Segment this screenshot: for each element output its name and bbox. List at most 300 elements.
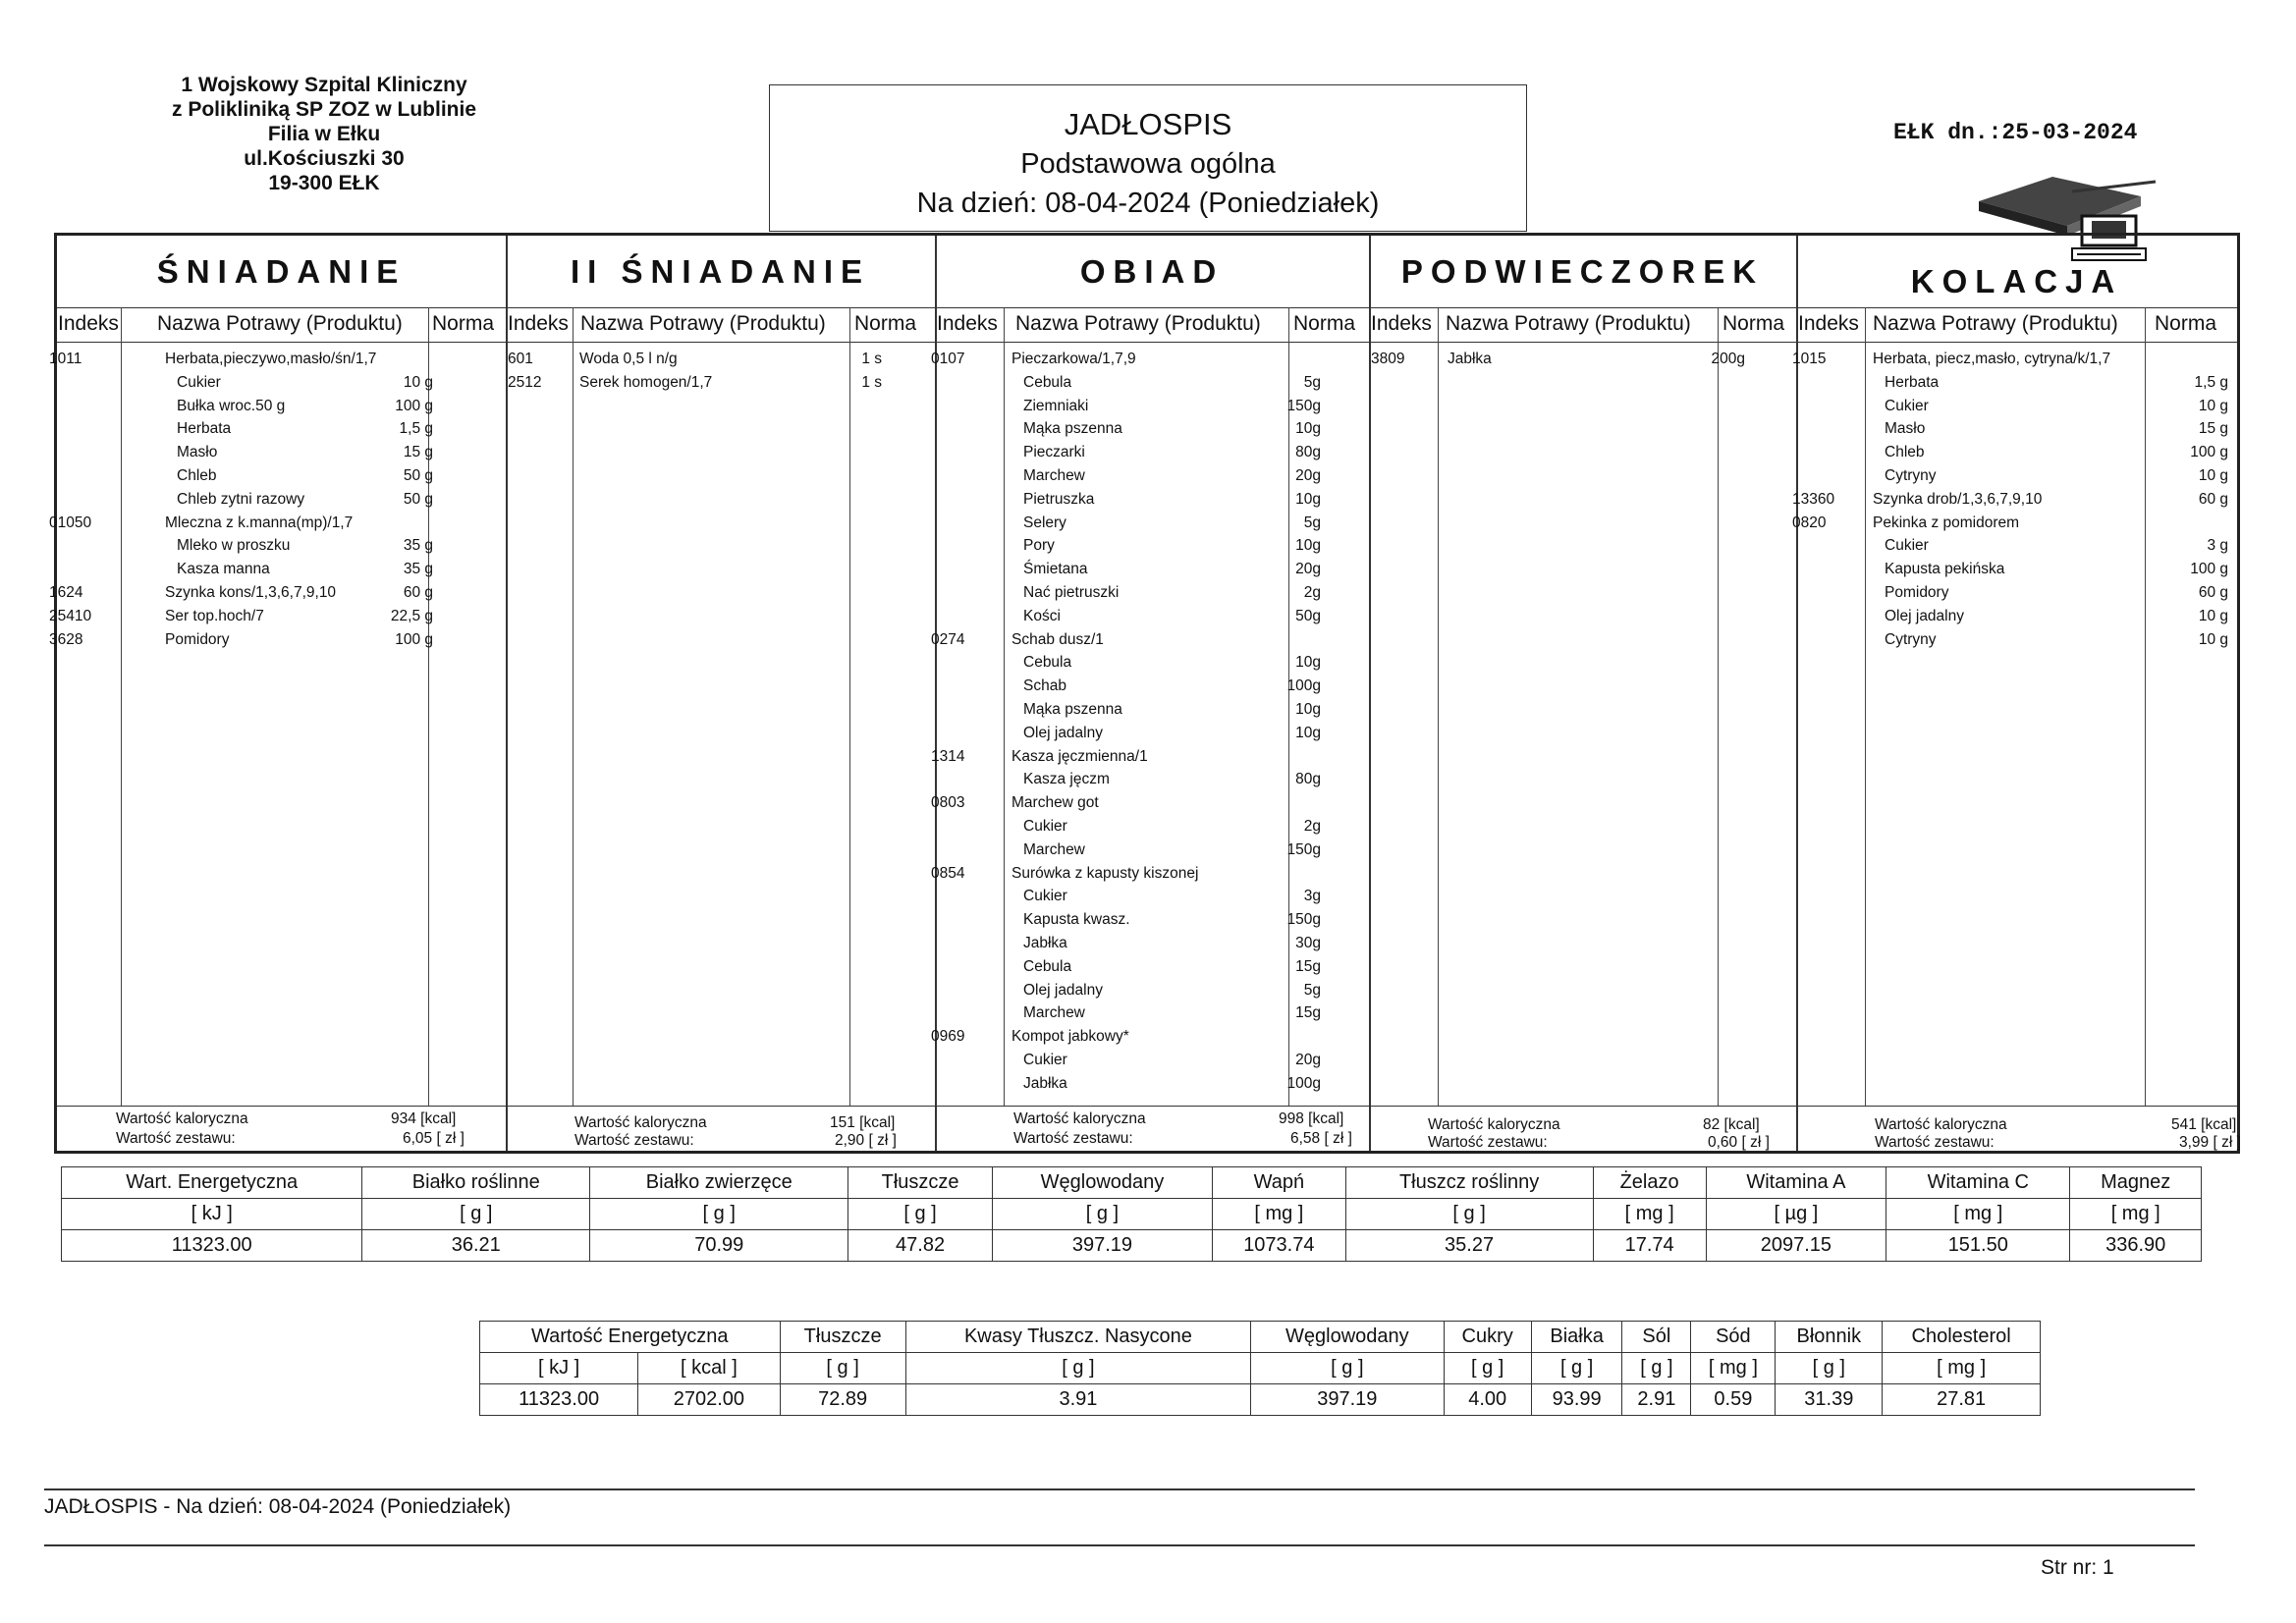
summary-value-row: [480, 1384, 2041, 1416]
item-name: Mąka pszenna: [1023, 420, 1122, 438]
nutrient-value: 47.82: [848, 1230, 992, 1262]
column-header-row: [506, 307, 935, 343]
item-name: Marchew got: [1011, 794, 1099, 812]
summary-value: 11323.00: [480, 1384, 638, 1416]
nutrient-header: Witamina C: [1886, 1167, 2070, 1199]
meal-row: [57, 418, 506, 442]
header-index: Indeks: [508, 312, 569, 335]
nutrient-value: 70.99: [590, 1230, 848, 1262]
meal-row: [1796, 418, 2237, 442]
item-name: Cukier: [1023, 888, 1067, 905]
item-index: 3628: [49, 630, 83, 648]
item-norm: 3 g: [2207, 537, 2228, 555]
item-name: Pekinka z pomidorem: [1873, 514, 2020, 531]
item-norm: 100g: [1286, 677, 1321, 695]
kcal-label: Wartość kaloryczna: [1428, 1116, 1560, 1133]
item-norm: 10g: [1295, 700, 1321, 718]
kcal-label: Wartość kaloryczna: [1875, 1116, 2007, 1133]
meal-row: [1796, 559, 2237, 582]
header-name: Nazwa Potrawy (Produktu): [157, 312, 403, 335]
item-name: Mleko w proszku: [177, 537, 291, 555]
meal-row: [935, 909, 1369, 933]
nutrient-header: Węglowodany: [992, 1167, 1212, 1199]
item-norm: 15 g: [2198, 420, 2228, 438]
item-name: Pomidory: [1885, 583, 1949, 601]
summary-unit: [ g ]: [1531, 1353, 1622, 1384]
hospital-line: z Polikliniką SP ZOZ w Lublinie: [172, 98, 476, 121]
header-name: Nazwa Potrawy (Produktu): [1015, 312, 1261, 335]
meal-row: [1796, 606, 2237, 629]
nutrient-unit: [ mg ]: [1593, 1199, 1706, 1230]
item-name: Schab dusz/1: [1011, 630, 1104, 648]
item-index: 601: [508, 351, 533, 367]
summary-header: Białka: [1531, 1322, 1622, 1353]
item-index: 13360: [1792, 490, 1835, 508]
item-norm: 1 s: [861, 373, 882, 391]
nutrient-unit: [ g ]: [1345, 1199, 1593, 1230]
menu-date: Na dzień: 08-04-2024 (Poniedziałek): [916, 188, 1380, 219]
item-norm: 5g: [1303, 514, 1321, 531]
meal-row: [935, 1073, 1369, 1097]
summary-unit: [ kJ ]: [480, 1353, 638, 1384]
meal-column-second-breakfast: [506, 236, 937, 1151]
nutrient-unit: [ µg ]: [1706, 1199, 1886, 1230]
nutrient-header: Wapń: [1213, 1167, 1345, 1199]
meal-row: [935, 535, 1369, 559]
footer-text: JADŁOSPIS - Na dzień: 08-04-2024 (Poniedziałek): [44, 1495, 512, 1518]
page-number: Str nr: 1: [2041, 1556, 2114, 1579]
meal-rows: [49, 349, 506, 652]
header-norm: Norma: [1722, 312, 1785, 335]
meal-row: [935, 1050, 1369, 1073]
meal-title: OBIAD: [1079, 253, 1225, 290]
item-name: Kasza manna: [177, 561, 270, 578]
item-norm: 30g: [1295, 934, 1321, 951]
item-index: 0969: [931, 1028, 965, 1046]
meal-row: [506, 372, 935, 396]
item-index: 1314: [931, 747, 965, 765]
item-norm: 15g: [1295, 1004, 1321, 1022]
hospital-address: [137, 73, 511, 195]
item-norm: 1,5 g: [2194, 373, 2228, 391]
meal-row: [1369, 349, 1796, 372]
item-norm: 15 g: [403, 444, 433, 461]
place-date: EŁK dn.:25-03-2024: [1893, 120, 2138, 145]
nutrient-header: Żelazo: [1593, 1167, 1706, 1199]
meal-row: [49, 629, 506, 653]
cost-value: 0,60 [ zł ]: [1708, 1134, 1770, 1151]
item-name: Nać pietruszki: [1023, 583, 1120, 601]
item-name: Cebula: [1023, 957, 1072, 975]
nutrient-unit: [ g ]: [362, 1199, 590, 1230]
item-norm: 20g: [1295, 1051, 1321, 1068]
meal-row: [49, 349, 506, 372]
item-name: Ser top.hoch/7: [165, 607, 264, 624]
meal-table: [49, 233, 2241, 1154]
kcal-label: Wartość kaloryczna: [116, 1110, 248, 1127]
nutrient-unit: [ g ]: [848, 1199, 992, 1230]
meal-rows: [506, 349, 935, 396]
item-norm: 100 g: [395, 397, 433, 414]
item-name: Jabłka: [1023, 1074, 1067, 1092]
item-norm: 35 g: [403, 537, 433, 555]
nutrient-value: 1073.74: [1213, 1230, 1345, 1262]
item-index: 3809: [1371, 351, 1405, 367]
meal-row: [49, 582, 506, 606]
nutrient-unit: [ g ]: [590, 1199, 848, 1230]
summary-value: 27.81: [1883, 1384, 2041, 1416]
item-norm: 10 g: [403, 373, 433, 391]
column-header-row: [1369, 307, 1796, 343]
footer-divider: [44, 1488, 2195, 1490]
item-norm: 60 g: [2198, 490, 2228, 508]
meal-footer: [1796, 1106, 2241, 1151]
summary-header: Cholesterol: [1883, 1322, 2041, 1353]
cost-value: 6,05 [ zł ]: [403, 1130, 465, 1147]
item-name: Marchew: [1023, 1004, 1085, 1022]
kcal-value: 934 [kcal]: [391, 1110, 457, 1127]
item-index: 0803: [931, 794, 965, 812]
item-norm: 100 g: [395, 630, 433, 648]
item-norm: 100g: [1286, 1074, 1321, 1092]
meal-rows: [1792, 349, 2237, 652]
hospital-line: 19-300 EŁK: [268, 172, 380, 194]
item-norm: 10 g: [2198, 397, 2228, 414]
nutrition-table: [61, 1166, 2202, 1262]
meal-row: [57, 372, 506, 396]
item-norm: 60 g: [403, 583, 433, 601]
cost-value: 6,58 [ zł ]: [1290, 1130, 1352, 1147]
meal-row: [935, 980, 1369, 1003]
item-name: Herbata,pieczywo,masło/śn/1,7: [165, 351, 377, 367]
cost-label: Wartość zestawu:: [116, 1130, 236, 1147]
meal-row: [1796, 442, 2237, 465]
item-name: Herbata: [177, 420, 232, 438]
nutrient-value: 397.19: [992, 1230, 1212, 1262]
item-norm: 50 g: [403, 490, 433, 508]
item-norm: 150g: [1286, 840, 1321, 858]
item-name: Szynka drob/1,3,6,7,9,10: [1873, 490, 2043, 508]
meal-row: [57, 489, 506, 513]
item-name: Woda 0,5 l n/g: [579, 351, 678, 367]
item-index: 0107: [931, 351, 965, 367]
nutrient-header: Białko zwierzęce: [590, 1167, 848, 1199]
meal-row: [1796, 582, 2237, 606]
item-norm: 100 g: [2190, 444, 2228, 461]
footer-divider: [44, 1544, 2195, 1546]
nutrient-value: 11323.00: [62, 1230, 362, 1262]
item-index: 25410: [49, 607, 92, 624]
header-index: Indeks: [1371, 312, 1432, 335]
meal-column-supper: [1792, 236, 2241, 1151]
summary-value: 93.99: [1531, 1384, 1622, 1416]
meal-row: [935, 442, 1369, 465]
item-index: 1624: [49, 583, 83, 601]
kcal-label: Wartość kaloryczna: [1013, 1110, 1146, 1127]
header-index: Indeks: [58, 312, 119, 335]
item-index: 0854: [931, 864, 965, 882]
meal-row: [49, 513, 506, 536]
item-name: Pieczarkowa/1,7,9: [1011, 351, 1136, 367]
header-norm: Norma: [432, 312, 495, 335]
item-norm: 150g: [1286, 911, 1321, 929]
meal-row: [1796, 629, 2237, 653]
nutrition-value-row: [62, 1230, 2202, 1262]
cost-label: Wartość zestawu:: [1428, 1134, 1548, 1151]
meal-row: [49, 606, 506, 629]
meal-row: [935, 1002, 1369, 1026]
meal-footer: [935, 1106, 1369, 1151]
item-name: Mąka pszenna: [1023, 700, 1122, 718]
item-index: 2512: [508, 373, 542, 391]
meal-footer: [1369, 1106, 1796, 1151]
meal-column-breakfast: [49, 236, 508, 1151]
meal-row: [1796, 535, 2237, 559]
nutrient-header: Witamina A: [1706, 1167, 1886, 1199]
item-norm: 10g: [1295, 420, 1321, 438]
kcal-label: Wartość kaloryczna: [574, 1114, 707, 1131]
item-name: Jabłka: [1023, 934, 1067, 951]
item-name: Pomidory: [165, 630, 230, 648]
item-index: 0820: [1792, 514, 1827, 531]
item-name: Cytryny: [1885, 630, 1937, 648]
summary-header: Sól: [1622, 1322, 1691, 1353]
meal-row: [57, 535, 506, 559]
cost-label: Wartość zestawu:: [1013, 1130, 1133, 1147]
header-norm: Norma: [854, 312, 917, 335]
item-norm: 50g: [1295, 607, 1321, 624]
kcal-value: 151 [kcal]: [830, 1114, 896, 1131]
meal-row: [931, 629, 1369, 653]
item-name: Cukier: [1023, 817, 1067, 835]
item-name: Olej jadalny: [1023, 724, 1103, 741]
item-name: Pieczarki: [1023, 444, 1085, 461]
nutrient-header: Tłuszcz roślinny: [1345, 1167, 1593, 1199]
item-name: Selery: [1023, 514, 1066, 531]
item-norm: 3g: [1303, 888, 1321, 905]
kcal-value: 998 [kcal]: [1279, 1110, 1344, 1127]
nutrition-header-row: [62, 1167, 2202, 1199]
item-norm: 200g: [1711, 351, 1745, 367]
column-header-row: [57, 307, 506, 343]
item-norm: 10g: [1295, 490, 1321, 508]
meal-rows: [931, 349, 1369, 1097]
header-index: Indeks: [937, 312, 998, 335]
kcal-value: 82 [kcal]: [1703, 1116, 1760, 1133]
item-index: 1011: [49, 351, 82, 367]
item-name: Cukier: [1023, 1051, 1067, 1068]
item-name: Cukier: [1885, 537, 1929, 555]
item-norm: 5g: [1303, 373, 1321, 391]
hospital-line: ul.Kościuszki 30: [244, 147, 405, 170]
meal-row: [935, 606, 1369, 629]
meal-row: [931, 863, 1369, 887]
meal-row: [57, 465, 506, 489]
item-norm: 10 g: [2198, 466, 2228, 484]
meal-row: [935, 489, 1369, 513]
meal-title: KOLACJA: [1910, 263, 2123, 299]
item-index: 1015: [1792, 351, 1827, 367]
meal-row: [935, 769, 1369, 792]
cost-label: Wartość zestawu:: [1875, 1134, 1995, 1151]
summary-header: Węglowodany: [1251, 1322, 1444, 1353]
nutrient-value: 17.74: [1593, 1230, 1706, 1262]
nutrient-value: 151.50: [1886, 1230, 2070, 1262]
meal-row: [935, 465, 1369, 489]
item-name: Pietruszka: [1023, 490, 1095, 508]
item-name: Herbata: [1885, 373, 1940, 391]
item-norm: 1 s: [861, 351, 882, 367]
item-name: Serek homogen/1,7: [579, 373, 713, 391]
item-name: Marchew: [1023, 840, 1085, 858]
item-index: 0274: [931, 630, 965, 648]
item-name: Szynka kons/1,3,6,7,9,10: [165, 583, 337, 601]
header-name: Nazwa Potrawy (Produktu): [1446, 312, 1691, 335]
item-norm: 35 g: [403, 561, 433, 578]
nutrient-value: 2097.15: [1706, 1230, 1886, 1262]
item-norm: 10g: [1295, 654, 1321, 672]
nutrient-value: 36.21: [362, 1230, 590, 1262]
item-norm: 20g: [1295, 561, 1321, 578]
summary-value: 4.00: [1444, 1384, 1531, 1416]
item-name: Kapusta kwasz.: [1023, 911, 1130, 929]
energy-header: Wartość Energetyczna: [480, 1322, 781, 1353]
item-name: Ziemniaki: [1023, 397, 1089, 414]
meal-row: [1792, 489, 2237, 513]
item-name: Jabłka: [1448, 351, 1492, 367]
kcal-value: 541 [kcal]: [2171, 1116, 2237, 1133]
meal-row: [57, 559, 506, 582]
meal-row: [1796, 372, 2237, 396]
meal-row: [935, 676, 1369, 699]
item-name: Kapusta pekińska: [1885, 561, 2005, 578]
summary-unit: [ mg ]: [1691, 1353, 1776, 1384]
nutrient-unit: [ mg ]: [1886, 1199, 2070, 1230]
nutrient-unit: [ g ]: [992, 1199, 1212, 1230]
nutrient-header: Magnez: [2070, 1167, 2202, 1199]
item-name: Masło: [177, 444, 218, 461]
summary-header: Tłuszcze: [780, 1322, 905, 1353]
item-name: Cebula: [1023, 654, 1072, 672]
meal-row: [935, 886, 1369, 909]
meal-row: [935, 652, 1369, 676]
summary-value: 2.91: [1622, 1384, 1691, 1416]
item-norm: 20g: [1295, 466, 1321, 484]
meal-row: [935, 839, 1369, 863]
meal-row: [1796, 396, 2237, 419]
item-norm: 15g: [1295, 957, 1321, 975]
item-norm: 2g: [1303, 583, 1321, 601]
meal-title: ŚNIADANIE: [156, 253, 407, 290]
nutrient-value: 336.90: [2070, 1230, 2202, 1262]
summary-header: Błonnik: [1776, 1322, 1883, 1353]
item-name: Masło: [1885, 420, 1926, 438]
hospital-line: 1 Wojskowy Szpital Kliniczny: [181, 74, 467, 96]
meal-row: [57, 442, 506, 465]
meal-row: [935, 933, 1369, 956]
item-norm: 10g: [1295, 724, 1321, 741]
summary-unit: [ g ]: [1444, 1353, 1531, 1384]
item-name: Kości: [1023, 607, 1061, 624]
item-name: Mleczna z k.manna(mp)/1,7: [165, 514, 354, 531]
summary-value: 0.59: [1691, 1384, 1776, 1416]
meal-row: [935, 723, 1369, 746]
item-name: Śmietana: [1023, 561, 1088, 578]
summary-value: 397.19: [1251, 1384, 1444, 1416]
meal-title: PODWIECZOREK: [1400, 253, 1765, 290]
header-name: Nazwa Potrawy (Produktu): [580, 312, 826, 335]
item-norm: 2g: [1303, 817, 1321, 835]
meal-row: [935, 513, 1369, 536]
menu-title-box: [769, 84, 1527, 232]
meal-rows: [1369, 349, 1796, 372]
meal-footer: [506, 1106, 935, 1151]
item-norm: 80g: [1295, 771, 1321, 788]
item-name: Marchew: [1023, 466, 1085, 484]
item-norm: 100 g: [2190, 561, 2228, 578]
meal-row: [935, 418, 1369, 442]
header-name: Nazwa Potrawy (Produktu): [1873, 312, 2118, 335]
item-name: Schab: [1023, 677, 1066, 695]
cost-value: 2,90 [ zł ]: [835, 1132, 897, 1149]
item-norm: 1,5 g: [399, 420, 433, 438]
meal-footer: [57, 1106, 506, 1151]
summary-header: Sód: [1691, 1322, 1776, 1353]
item-name: Pory: [1023, 537, 1055, 555]
meal-row: [935, 582, 1369, 606]
item-name: Kompot jabkowy*: [1011, 1028, 1129, 1046]
meal-row: [935, 956, 1369, 980]
summary-value: 72.89: [780, 1384, 905, 1416]
header-index: Indeks: [1798, 312, 1859, 335]
summary-value: 3.91: [905, 1384, 1250, 1416]
cost-label: Wartość zestawu:: [574, 1132, 694, 1149]
summary-value: 2702.00: [638, 1384, 780, 1416]
item-name: Olej jadalny: [1023, 981, 1103, 999]
meal-row: [506, 349, 935, 372]
meal-row: [931, 1026, 1369, 1050]
item-name: Cukier: [1885, 397, 1929, 414]
meal-row: [935, 559, 1369, 582]
item-norm: 60 g: [2198, 583, 2228, 601]
item-name: Kasza jęczm: [1023, 771, 1110, 788]
summary-value: 31.39: [1776, 1384, 1883, 1416]
item-name: Chleb: [177, 466, 217, 484]
nutrient-unit: [ mg ]: [1213, 1199, 1345, 1230]
item-norm: 10g: [1295, 537, 1321, 555]
meal-column-lunch: [931, 236, 1371, 1151]
item-name: Surówka z kapusty kiszonej: [1011, 864, 1199, 882]
nutrient-header: Wart. Energetyczna: [62, 1167, 362, 1199]
summary-header: Cukry: [1444, 1322, 1531, 1353]
menu-title: JADŁOSPIS: [1064, 107, 1232, 141]
meal-row: [1792, 349, 2237, 372]
meal-row: [931, 746, 1369, 770]
header-norm: Norma: [1293, 312, 1356, 335]
summary-unit: [ g ]: [1251, 1353, 1444, 1384]
item-name: Olej jadalny: [1885, 607, 1964, 624]
meal-row: [935, 816, 1369, 839]
nutrition-unit-row: [62, 1199, 2202, 1230]
meal-title: II ŚNIADANIE: [570, 253, 871, 290]
item-norm: 150g: [1286, 397, 1321, 414]
nutrient-header: Białko roślinne: [362, 1167, 590, 1199]
nutrient-header: Tłuszcze: [848, 1167, 992, 1199]
item-norm: 10 g: [2198, 607, 2228, 624]
meal-row: [935, 699, 1369, 723]
meal-row: [57, 396, 506, 419]
summary-header-row: [480, 1322, 2041, 1353]
